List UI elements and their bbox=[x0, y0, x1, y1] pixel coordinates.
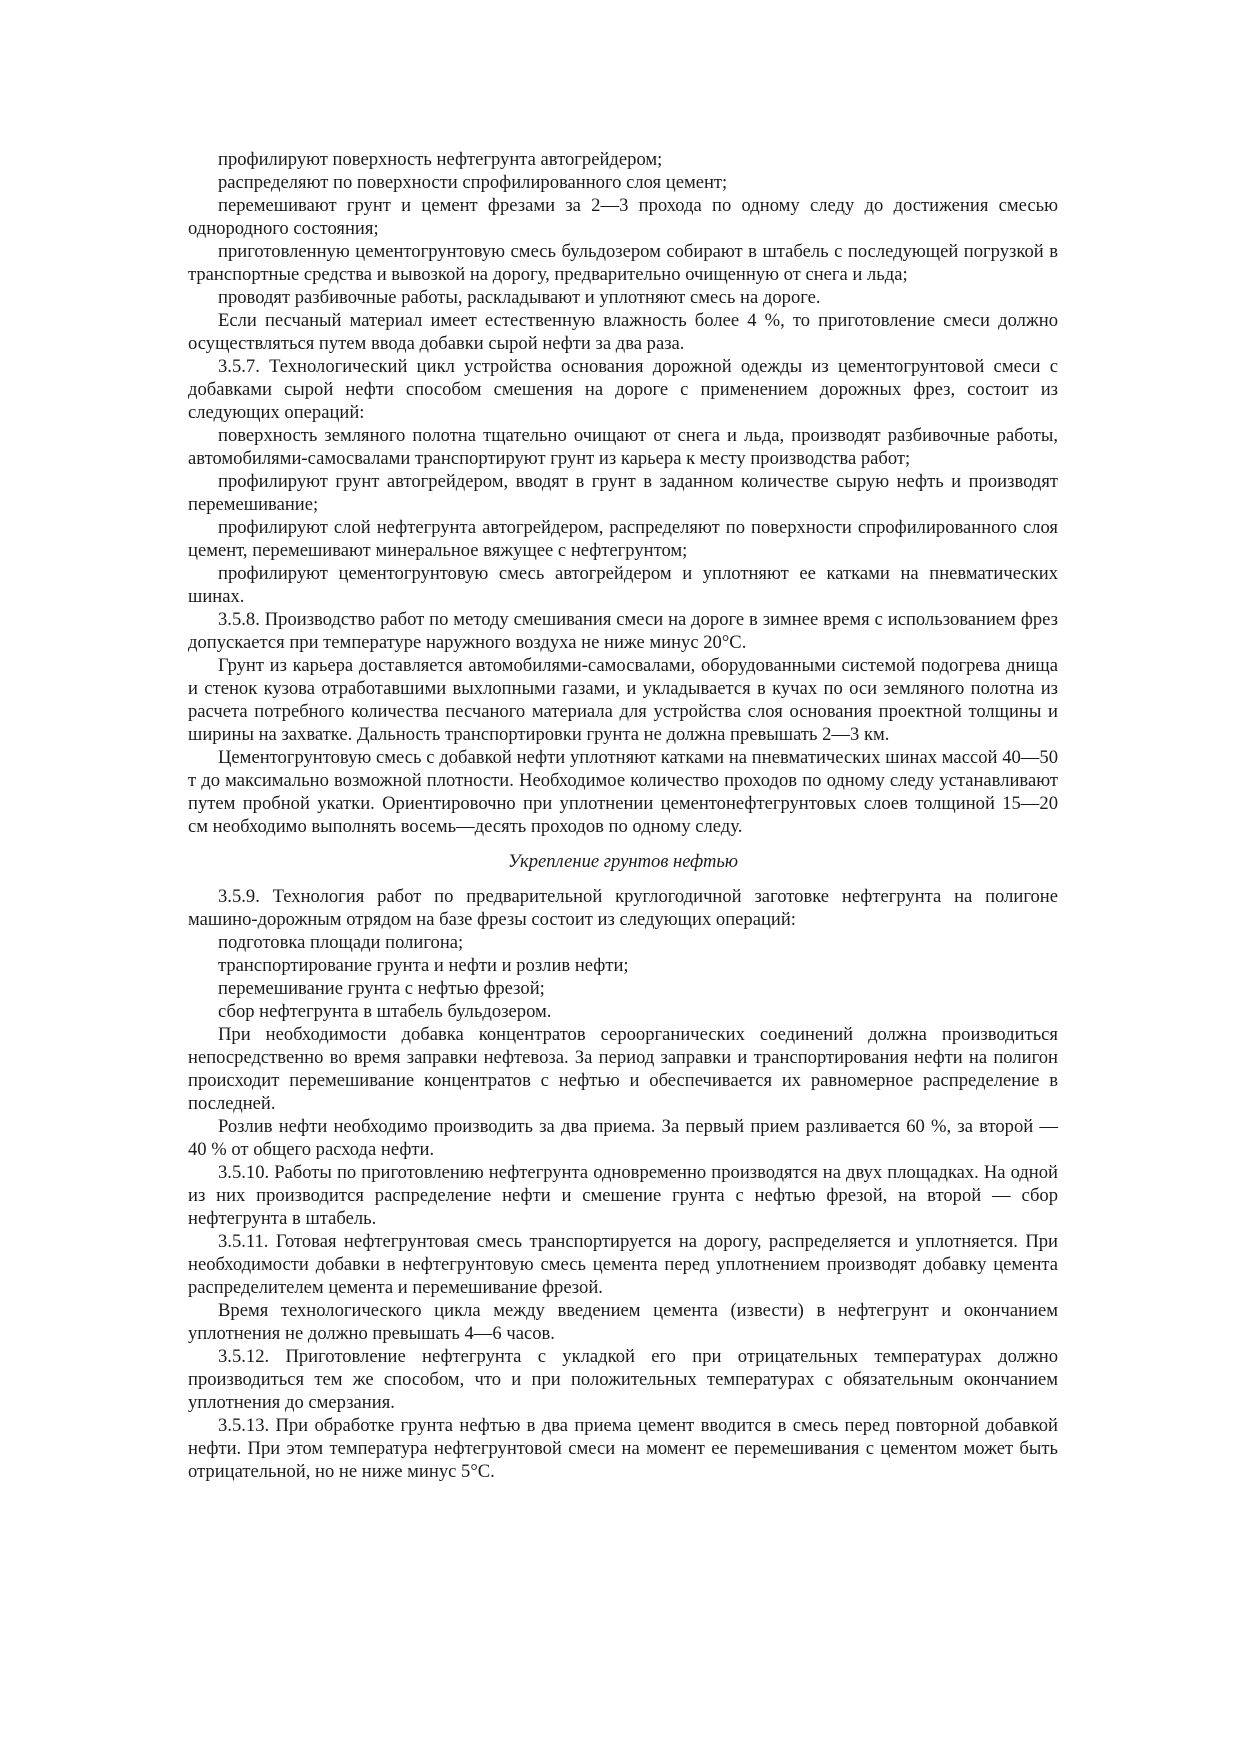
paragraph: сбор нефтегрунта в штабель бульдозером. bbox=[218, 1001, 552, 1022]
section-3-5-10-paragraph: 3.5.10. Работы по приготовлению нефтегрунта одновременно производятся на двух площадках. На одной из них производится распределение нефти и смешение грунта с нефтью фрезой, на второй — сбор нефтегрунта в штабель. bbox=[188, 1162, 1058, 1229]
paragraph: профилируют грунт автогрейдером, вводят в грунт в заданном количестве сырую нефть и производят перемешивание; bbox=[188, 471, 1058, 515]
document-page bbox=[188, 148, 1058, 1483]
paragraph: профилируют слой нефтегрунта автогрейдером, распределяют по поверхности спрофилированного слоя цемент, перемешивают минеральное вяжущее с нефтегрунтом; bbox=[188, 517, 1058, 561]
paragraph: распределяют по поверхности спрофилированного слоя цемент; bbox=[218, 172, 728, 193]
paragraph: Цементогрунтовую смесь с добавкой нефти уплотняют катками на пневматических шинах массой 40—50 т до максимально возможной плотности. Необходимое количество проходов по одному следу устанавливают путем пробной укатки. Ориентировочно при уплотнении цементонефтегрунтовых слоев толщиной 15—20 см необходимо выполнять восемь—десять проходов по одному следу. bbox=[188, 747, 1058, 837]
section-3-5-13-paragraph: 3.5.13. При обработке грунта нефтью в два приема цемент вводится в смесь перед повторной добавкой нефти. При этом температура нефтегрунтовой смеси на момент ее перемешивания с цементом может быть отрицательной, но не ниже минус 5°С. bbox=[188, 1415, 1058, 1482]
paragraph: перемешивание грунта с нефтью фрезой; bbox=[218, 978, 545, 999]
paragraph: перемешивают грунт и цемент фрезами за 2—3 прохода по одному следу до достижения смесью однородного состояния; bbox=[188, 195, 1058, 239]
section-3-5-11-paragraph: 3.5.11. Готовая нефтегрунтовая смесь транспортируется на дорогу, распределяется и уплотняется. При необходимости добавки в нефтегрунтовую смесь цемента перед уплотнением производят добавку цемента распределителем цемента и перемешивание фрезой. bbox=[188, 1231, 1058, 1298]
paragraph: При необходимости добавка концентратов сероорганических соединений должна производиться непосредственно во время заправки нефтевоза. За период заправки и транспортирования нефти на полигон происходит перемешивание концентратов с нефтью и обеспечивается их равномерное распределение в последней. bbox=[188, 1024, 1058, 1114]
paragraph: Грунт из карьера доставляется автомобилями-самосвалами, оборудованными системой подогрева днища и стенок кузова отработавшими выхлопными газами, и укладывается в кучах по оси земляного полотна из расчета потребного количества песчаного материала для устройства слоя основания проектной толщины и ширины на захватке. Дальность транспортировки грунта не должна превышать 2—3 км. bbox=[188, 655, 1058, 745]
section-3-5-9-paragraph: 3.5.9. Технология работ по предварительной круглогодичной заготовке нефтегрунта на полигоне машино-дорожным отрядом на базе фрезы состоит из следующих операций: bbox=[188, 886, 1058, 930]
section-3-5-12-paragraph: 3.5.12. Приготовление нефтегрунта с укладкой его при отрицательных температурах должно производиться тем же способом, что и при положительных температурах с обязательным окончанием уплотнения до смерзания. bbox=[188, 1346, 1058, 1413]
paragraph: подготовка площади полигона; bbox=[218, 932, 464, 953]
section-heading: Укрепление грунтов нефтью bbox=[507, 851, 739, 872]
paragraph: Если песчаный материал имеет естественную влажность более 4 %, то приготовление смеси должно осуществляться путем ввода добавки сырой нефти за два раза. bbox=[188, 310, 1058, 354]
paragraph: Время технологического цикла между введением цемента (извести) в нефтегрунт и окончанием уплотнения не должно превышать 4—6 часов. bbox=[188, 1300, 1058, 1344]
paragraph: профилируют цементогрунтовую смесь автогрейдером и уплотняют ее катками на пневматических шинах. bbox=[188, 563, 1058, 607]
paragraph: транспортирование грунта и нефти и розлив нефти; bbox=[218, 955, 629, 976]
section-3-5-7-paragraph: 3.5.7. Технологический цикл устройства основания дорожной одежды из цементогрунтовой смеси с добавками сырой нефти способом смешения на дороге с применением дорожных фрез, состоит из следующих операций: bbox=[188, 356, 1058, 423]
paragraph: Розлив нефти необходимо производить за два приема. За первый прием разливается 60 %, за второй — 40 % от общего расхода нефти. bbox=[188, 1116, 1058, 1160]
paragraph: проводят разбивочные работы, раскладывают и уплотняют смесь на дороге. bbox=[218, 287, 821, 308]
section-3-5-8-paragraph: 3.5.8. Производство работ по методу смешивания смеси на дороге в зимнее время с использованием фрез допускается при температуре наружного воздуха не ниже минус 20°С. bbox=[188, 609, 1058, 653]
paragraph: поверхность земляного полотна тщательно очищают от снега и льда, производят разбивочные работы, автомобилями-самосвалами транспортируют грунт из карьера к месту производства работ; bbox=[188, 425, 1058, 469]
paragraph: приготовленную цементогрунтовую смесь бульдозером собирают в штабель с последующей погрузкой в транспортные средства и вывозкой на дорогу, предварительно очищенную от снега и льда; bbox=[188, 241, 1058, 285]
paragraph: профилируют поверхность нефтегрунта автогрейдером; bbox=[218, 149, 663, 170]
